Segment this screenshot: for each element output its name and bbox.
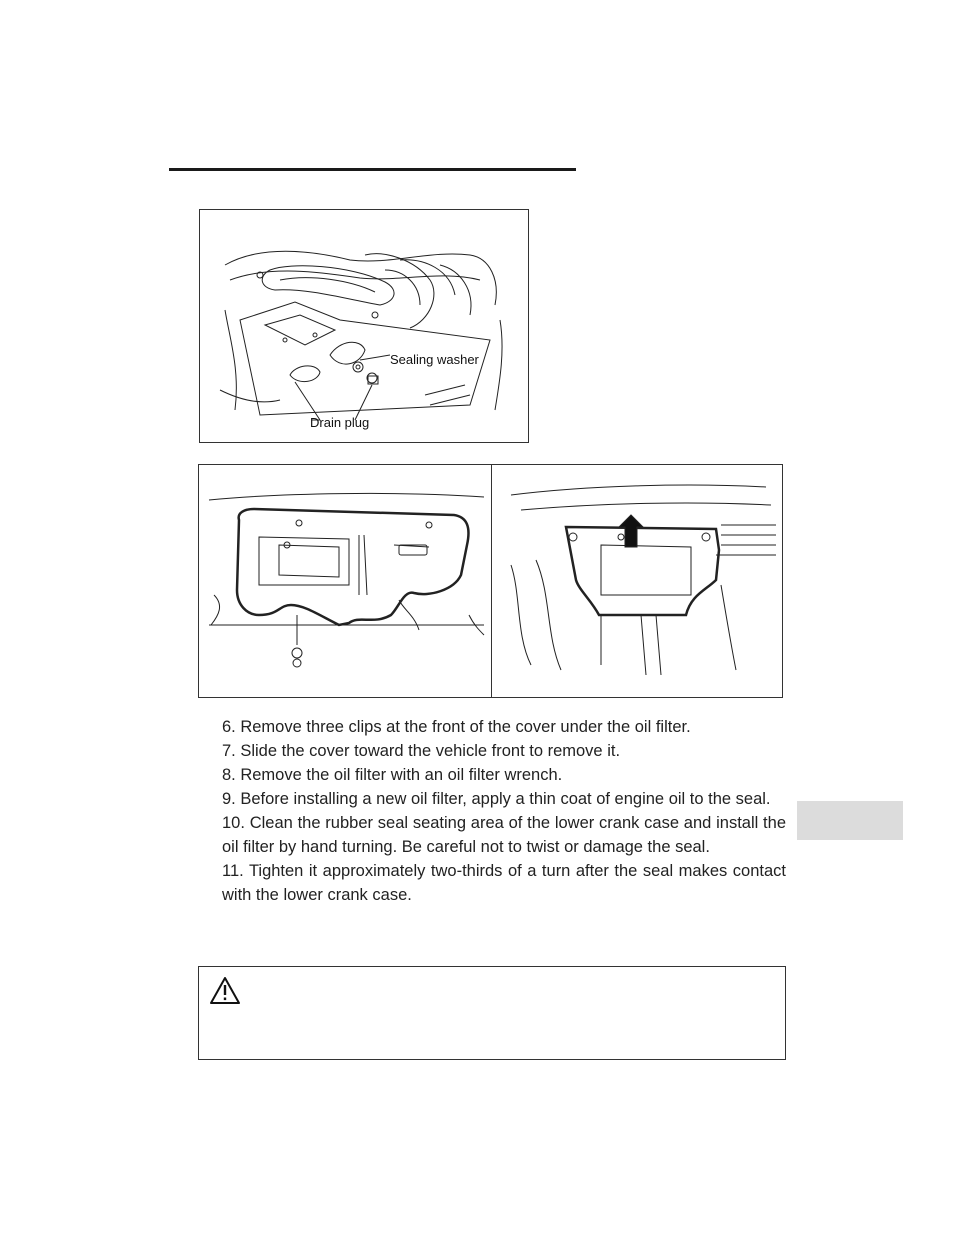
- step-7: 7. Slide the cover toward the vehicle front to remove it.: [222, 742, 621, 760]
- step-11: 11. Tighten it approximately two-thirds of a turn after the seal makes contact with the lower crank case.: [222, 862, 786, 904]
- caution-box: [198, 966, 786, 1060]
- step-9: 9. Before installing a new oil filter, apply a thin coat of engine oil to the seal.: [222, 790, 771, 808]
- drain-plug-illustration: [199, 209, 529, 443]
- engine-underside-drawing: [200, 210, 528, 442]
- step-8: 8. Remove the oil filter with an oil filter wrench.: [222, 766, 563, 784]
- cover-slide-drawing: [491, 465, 782, 697]
- step-10: 10. Clean the rubber seal seating area of the lower crank case and install the oil filter by hand turning. Be careful not to twist or damage the seal.: [222, 814, 786, 856]
- cover-clips-drawing: [199, 465, 491, 697]
- procedure-steps: [222, 715, 786, 907]
- section-thumb-tab: [797, 801, 903, 840]
- warning-triangle-icon: [209, 976, 241, 1005]
- cover-removal-illustration: [198, 464, 783, 698]
- step-6: 6. Remove three clips at the front of the cover under the oil filter.: [222, 718, 691, 736]
- drain-plug-label: Drain plug: [310, 415, 370, 430]
- section-heading-rule: [169, 168, 576, 171]
- sealing-washer-label: Sealing washer: [390, 352, 479, 367]
